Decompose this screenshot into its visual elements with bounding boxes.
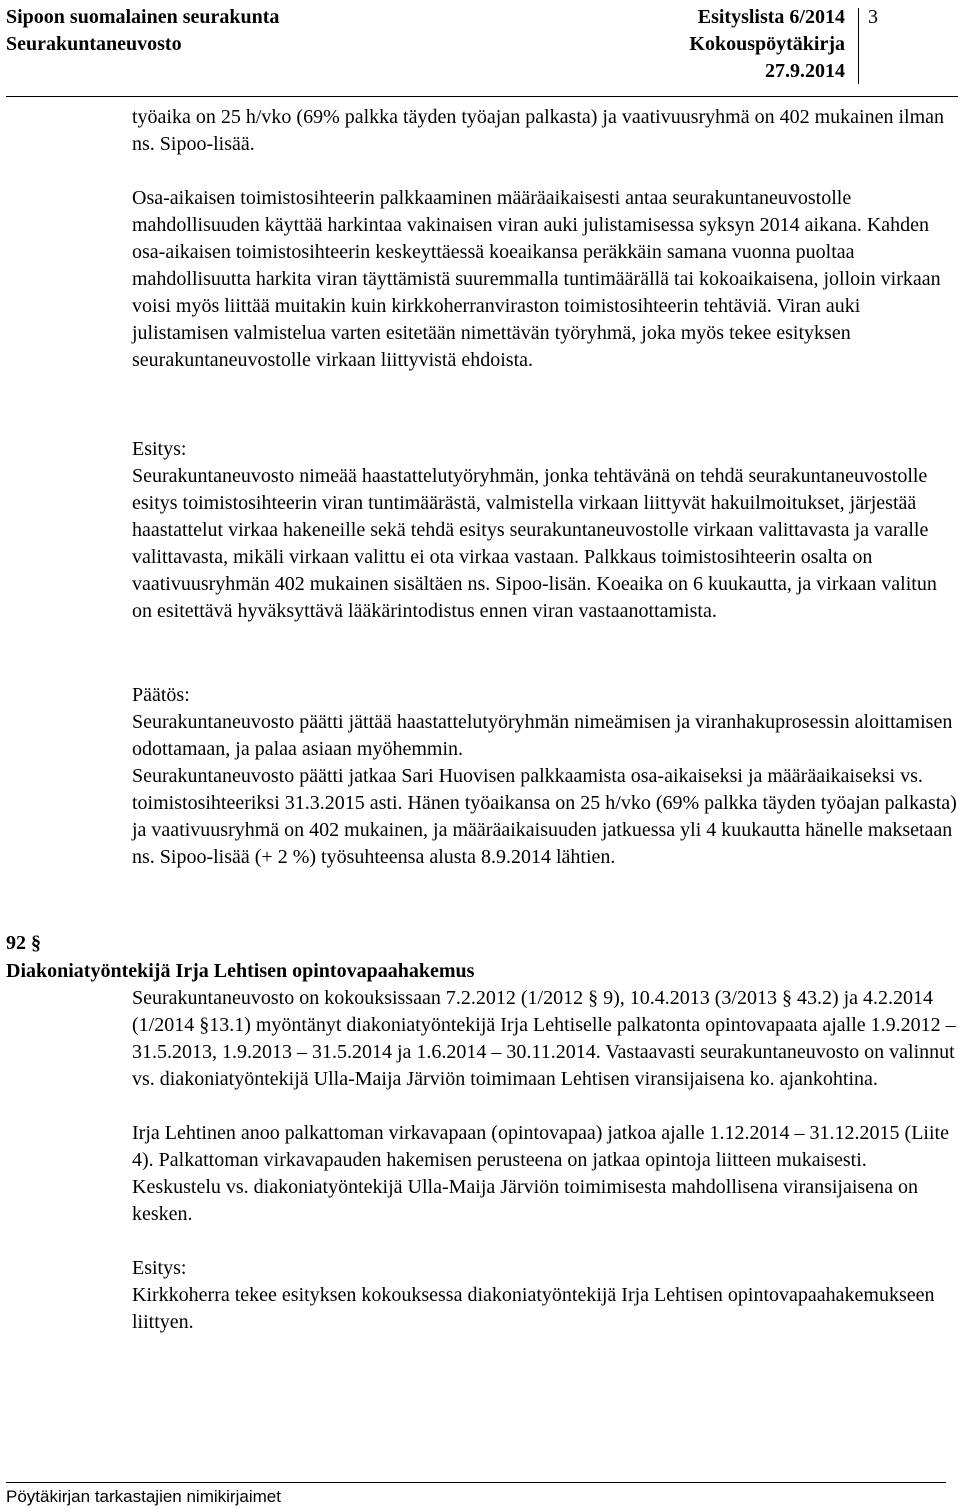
proposal-text: Seurakuntaneuvosto nimeää haastattelutyöryhmän, jonka tehtävänä on tehdä seurakuntaneuvostolle esitys toimistosihteerin viran tuntimäärästä, valmistella virkaan liittyvät hakuilmoitukset, järjestää haastattelut virkaa hakeneille sekä tehdä esitys seurakuntaneuvostolle virkaan valittavasta ja varalle valittavasta, mikäli virkaan valittu ei ota virkaa vastaan. Palkkaus toimistosihteerin osalta on vaativuusryhmän 402 mukainen sisältäen ns. Sipoo-lisän. Koeaika on 6 kuukautta, ja virkaan valitun on esitettävä hyväksyttävä lääkärintodistus ennen viran vastaanottamista. <box>132 465 937 622</box>
decision-label: Päätös: <box>132 684 190 706</box>
header-date: 27.9.2014 <box>765 60 845 82</box>
page-number: 3 <box>868 6 878 28</box>
decision-block <box>132 682 960 871</box>
header-rule <box>6 96 958 97</box>
background-paragraph: Osa-aikaisen toimistosihteerin palkkaaminen määräaikaisesti antaa seurakuntaneuvostolle mahdollisuuden käyttää harkintaa vakinaisen viran auki julistamisessa syksyn 2014 aikana. Kahden osa-aikaisen toimistosihteerin keskeyttäessä koeaikansa peräkkäin samana vuonna puoltaa mahdollisuutta harkita viran täyttämistä suuremmalla tuntimäärällä tai kokoaikaisena, jolloin virkaan voisi myös liittää muitakin kuin kirkkoherranviraston toimistosihteerin tehtäviä. Viran auki julistamisen valmistelua varten esitetään nimettävän työryhmä, joka myös tekee esityksen seurakuntaneuvostolle virkaan liittyvistä ehdoista. <box>132 187 941 371</box>
footer-rule <box>6 1482 946 1483</box>
continuation-paragraph: työaika on 25 h/vko (69% palkka täyden työajan palkasta) ja vaativuusryhmä on 402 mukainen ilman ns. Sipoo-lisää. <box>132 106 945 155</box>
proposal-block <box>132 436 960 625</box>
footer-text: Pöytäkirjan tarkastajien nimikirjaimet <box>6 1487 281 1506</box>
section-proposal-label: Esitys: <box>132 1257 187 1279</box>
header-right <box>689 4 845 85</box>
section-body <box>132 985 960 1336</box>
header-agenda: Esityslista 6/2014 <box>697 6 845 28</box>
header-left <box>6 4 279 58</box>
decision-text-2: Seurakuntaneuvosto päätti jatkaa Sari Huovisen palkkaamista osa-aikaiseksi ja määräaikaiseksi vs. toimistosihteeriksi 31.3.2015 asti. Hänen työaikansa on 25 h/vko (69% palkka täyden työajan palkasta) ja vaativuusryhmä on 402 mukainen, ja määräaikaisuuden jatkuessa yli 4 kuukautta hänelle maksetaan ns. Sipoo-lisää (+ 2 %) työsuhteensa alusta 8.9.2014 lähtien. <box>132 765 957 868</box>
header-minutes: Kokouspöytäkirja <box>689 33 845 55</box>
decision-text-1: Seurakuntaneuvosto päätti jättää haastattelutyöryhmän nimeämisen ja viranhakuprosessin aloittamisen odottamaan, ja palaa asiaan myöhemmin. <box>132 711 953 760</box>
proposal-label: Esitys: <box>132 438 187 460</box>
section-paragraph-1: Seurakuntaneuvosto on kokouksissaan 7.2.2012 (1/2012 § 9), 10.4.2013 (3/2013 § 43.2) ja 4.2.2014 (1/2014 §13.1) myöntänyt diakoniatyöntekijä Irja Lehtiselle palkatonta opintovapaata ajalle 1.9.2012 – 31.5.2013, 1.9.2013 – 31.5.2014 ja 1.6.2014 – 30.11.2014. Vastaavasti seurakuntaneuvosto on valinnut vs. diakoniatyöntekijä Ulla-Maija Järviön toimimaan Lehtisen viransijaisena ko. ajankohtina. <box>132 987 956 1090</box>
section-number: 92 § <box>6 932 41 954</box>
header-body: Seurakuntaneuvosto <box>6 33 182 55</box>
page-header <box>0 4 960 96</box>
section-title: Diakoniatyöntekijä Irja Lehtisen opintovapaahakemus <box>6 960 475 982</box>
top-text-block <box>132 104 960 374</box>
section-proposal-text: Kirkkoherra tekee esityksen kokouksessa diakoniatyöntekijä Irja Lehtisen opintovapaahakemukseen liittyen. <box>132 1284 935 1333</box>
section-paragraph-2: Irja Lehtinen anoo palkattoman virkavapaan (opintovapaa) jatkoa ajalle 1.12.2014 – 31.12.2015 (Liite 4). Palkattoman virkavapauden hakemisen perusteena on jatkaa opintoja liitteen mukaisesti. Keskustelu vs. diakoniatyöntekijä Ulla-Maija Järviön toimimisesta mahdollisena viransijaisena on kesken. <box>132 1122 949 1225</box>
header-divider <box>858 8 859 84</box>
header-org: Sipoon suomalainen seurakunta <box>6 6 280 28</box>
